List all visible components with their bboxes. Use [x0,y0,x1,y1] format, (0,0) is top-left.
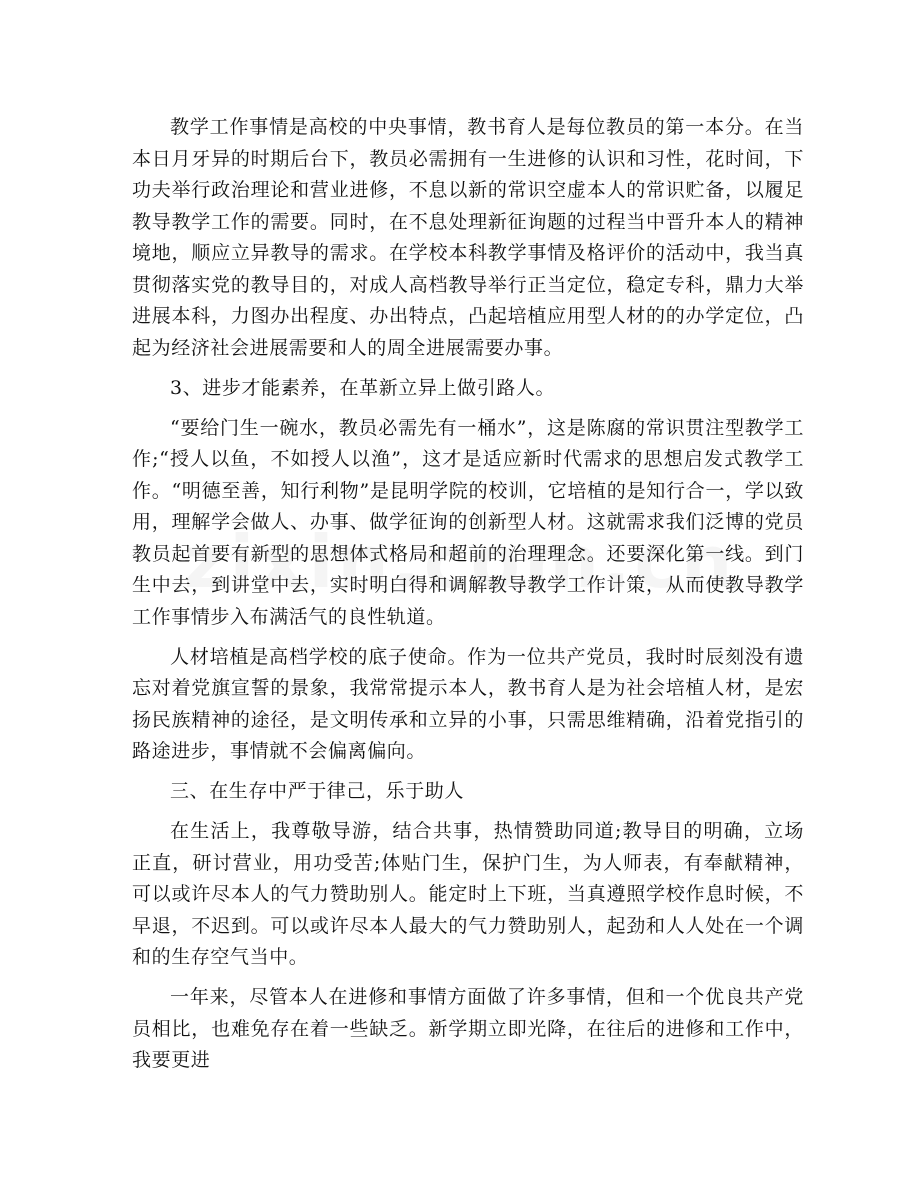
paragraph-7: 一年来，尽管本人在进修和事情方面做了许多事情，但和一个优良共产党员相比，也难免存在着一些缺乏。新学期立即光降，在往后的进修和工作中，我要更进 [132,986,804,1071]
paragraph-4: 人材培植是高档学校的底子使命。作为一位共产党员，我时时辰刻没有遗忘对着党旗宣誓的景象，我常常提示本人，教书育人是为社会培植人材，是宏扬民族精神的途径，是文明传承和立异的小事，只需思维精确，沿着党指引的路途进步，事情就不会偏离偏向。 [132,645,804,762]
document-body [132,112,804,1085]
paragraph-6: 在生活上，我尊敬导游，结合共事，热情赞助同道;教导目的明确，立场正直，研讨营业，用功受苦;体贴门生，保护门生，为人师表，有奉献精神，可以或许尽本人的气力赞助别人。能定时上下班，当真遵照学校作息时候，不早退，不迟到。可以或许尽本人最大的气力赞助别人，起劲和人人处在一个调和的生存空气当中。 [132,820,804,968]
paragraph-3: “要给门生一碗水，教员必需先有一桶水”，这是陈腐的常识贯注型教学工作;“授人以鱼，不如授人以渔”，这才是适应新时代需求的思想启发式教学工作。“明德至善，知行利物”是昆明学院的校训，它培植的是知行合一，学以致用，理解学会做人、办事、做学征询的创新型人材。这就需求我们泛博的党员教员起首要有新型的思想体式格局和超前的治理理念。还要深化第一线。到门生中去，到讲堂中去，实时明白得和调解教导教学工作计策，从而使教导教学工作事情步入布满活气的良性轨道。 [132,416,804,628]
paragraph-1: 教学工作事情是高校的中央事情，教书育人是每位教员的第一本分。在当本日月牙异的时期后台下，教员必需拥有一生进修的认识和习性，花时间，下功夫举行政治理论和营业进修，不息以新的常识空虚本人的常识贮备，以履足教导教学工作的需要。同时，在不息处理新征询题的过程当中晋升本人的精神境地，顺应立异教导的需求。在学校本科教学事情及格评价的活动中，我当真贯彻落实党的教导目的，对成人高档教导举行正当定位，稳定专科，鼎力大举进展本科，力图办出程度、办出特点，凸起培植应用型人材的的办学定位，凸起为经济社会进展需要和人的周全进展需要办事。 [132,116,804,359]
paragraph-2-heading: 3、进步才能素养，在革新立异上做引路人。 [170,376,556,399]
paragraph-5-heading: 三、在生存中严于律己，乐于助人 [170,780,465,802]
